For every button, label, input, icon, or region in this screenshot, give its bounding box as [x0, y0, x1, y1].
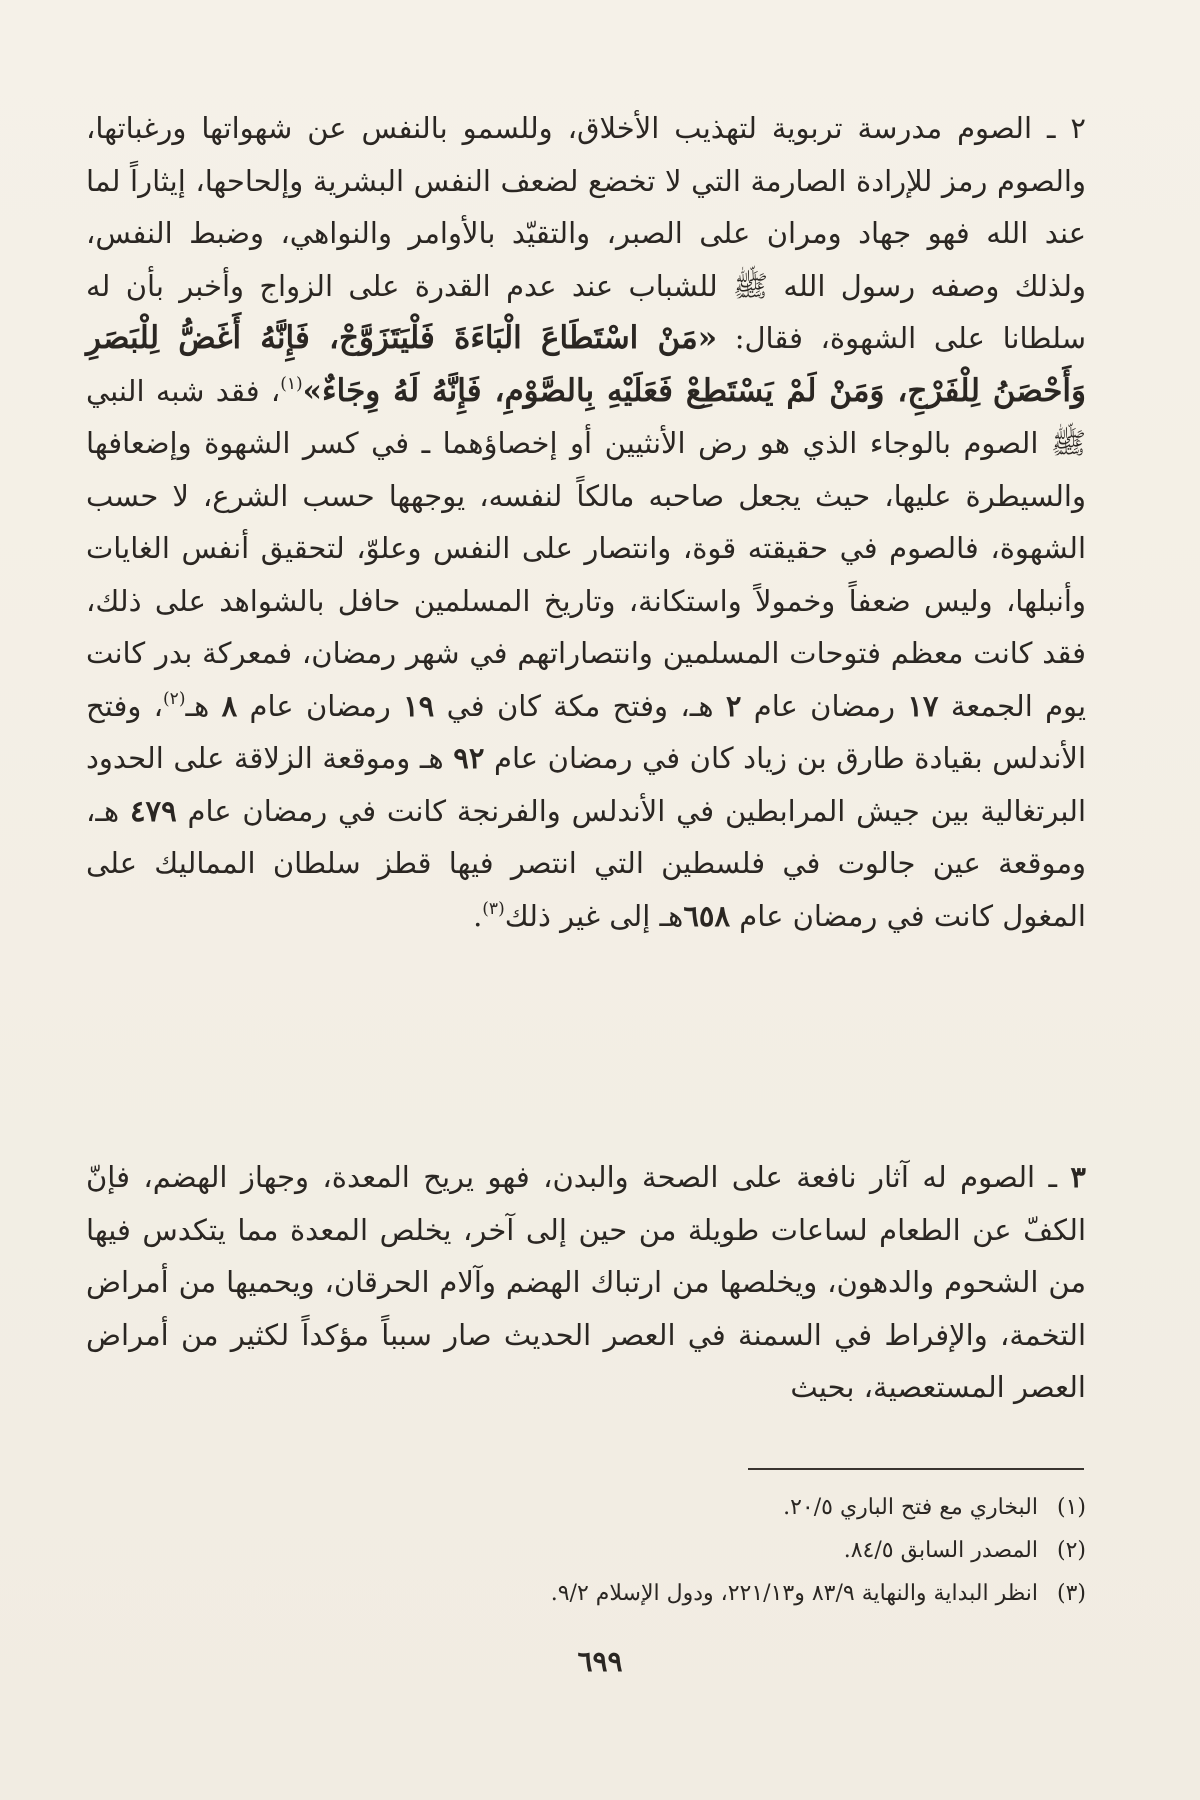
footnote-number: (٣) — [1056, 1581, 1086, 1606]
paragraph-2-text: ، فقد شبه النبي ﷺ الصوم بالوجاء الذي هو رض الأنثيين أو إخصاؤهما ـ في كسر الشهوة وإضعافها والسيطرة عليها، حيث يجعل صاحبه مالكاً لنفسه، يوجهها حسب الشرع، لا حسب الشهوة، فالصوم في حقيقته قوة، وانتصار على النفس وعلوّ، لتحقيق أنفس الغايات وأنبلها، وليس ضعفاً وخمولاً واستكانة، وتاريخ المسلمين حافل بالشواهد على ذلك، فقد كانت معظم فتوحات المسلمين وانتصاراتهم في شهر رمضان، فمعركة بدر كانت يوم الجمعة — [86, 373, 1087, 723]
year-number: ٤٧٩ — [129, 793, 177, 828]
paragraph-2-text: ٢ ـ الصوم مدرسة تربوية لتهذيب الأخلاق، وللسمو بالنفس عن شهواتها ورغباتها، والصوم رمز للإرادة الصارمة التي لا تخضع لضعف النفس البشرية وإلحاحها، إيثاراً لما عند الله فهو جهاد ومران على الصبر، والتقيّد بالأوامر والنواهي، وضبط النفس، ولذلك وصفه رسول الله ﷺ للشباب عند عدم القدرة على الزواج وأخبر بأن له سلطانا على الشهوة، فقال: — [86, 111, 1087, 355]
paragraph-2-text: . — [473, 898, 483, 933]
year-number: ٦٥٨ — [683, 898, 731, 933]
paragraph-2-text: ، وفتح الأندلس بقيادة طارق بن زياد كان في رمضان عام — [86, 688, 1087, 775]
paragraph-2-text: هـ وموقعة الزلاقة على الحدود البرتغالية بين جيش المرابطين في الأندلس والفرنجة كانت في رمضان عام — [86, 741, 1087, 828]
year-number: ٢ — [725, 688, 742, 723]
year-number: ٨ — [221, 688, 238, 723]
footnotes — [86, 1486, 1086, 1615]
paragraph-3-text: ـ الصوم له آثار نافعة على الصحة والبدن، فهو يريح المعدة، وجهاز الهضم، فإنّ الكفّ عن الطعام لساعات طويلة من حين إلى آخر، يخلص المعدة مما يتكدس فيها من الشحوم والدهون، ويخلصها من ارتباك الهضم وآلام الحرقان، ويحميها من أمراض التخمة، والإفراط في السمنة في العصر الحديث صار سبباً مؤكداً لكثير من أمراض العصر المستعصية، بحيث — [86, 1160, 1086, 1404]
footnote-number: (٢) — [1056, 1538, 1086, 1563]
footnote-ref-3: (٣) — [482, 898, 505, 919]
paragraph-2-text: هـ، وموقعة عين جالوت في فلسطين التي انتصر فيها قطز سلطان المماليك على المغول كانت في رمضان عام — [86, 793, 1086, 933]
footnote-text: انظر البداية والنهاية ٨٣/٩ و٢٢١/١٣، ودول الإسلام ٩/٢. — [550, 1581, 1038, 1606]
footnote-ref-2: (٢) — [163, 688, 186, 709]
footnote-1 — [86, 1486, 1086, 1529]
footnote-ref-1: (١) — [280, 373, 303, 394]
paragraph-2-text: رمضان عام — [249, 688, 391, 723]
date-number: ١٩ — [403, 688, 435, 723]
page-number: ٦٩٩ — [577, 1645, 623, 1678]
year-number: ٩٢ — [453, 741, 485, 775]
paragraph-2-text: هـ، وفتح مكة كان في — [446, 688, 714, 723]
paragraph-number: ٣ — [1070, 1160, 1086, 1194]
hadith-quote: «مَنْ اسْتَطَاعَ الْبَاءَةَ فَلْيَتَزَوَّجْ، فَإِنَّهُ أَغَضُّ لِلْبَصَرِ وَأَحْصَنُ لِلْفَرْجِ، وَمَنْ لَمْ يَسْتَطِعْ فَعَلَيْهِ بِالصَّوْمِ، فَإِنَّهُ لَهُ وِجَاءٌ» — [86, 320, 1087, 409]
footnote-2 — [86, 1529, 1086, 1572]
paragraph-2 — [86, 102, 1086, 942]
footnote-number: (١) — [1056, 1495, 1086, 1520]
footnote-text: البخاري مع فتح الباري ٢٠/٥. — [783, 1495, 1038, 1520]
paragraph-2-text: هـ إلى غير ذلك — [504, 898, 684, 933]
paragraph-2-text: رمضان عام — [753, 688, 895, 723]
paragraph-3 — [86, 1151, 1086, 1414]
footnote-3 — [86, 1572, 1086, 1615]
paragraph-2-text: هـ — [185, 688, 210, 723]
footnote-text: المصدر السابق ٨٤/٥. — [843, 1538, 1038, 1563]
footnote-divider — [748, 1468, 1084, 1470]
date-number: ١٧ — [907, 688, 939, 723]
